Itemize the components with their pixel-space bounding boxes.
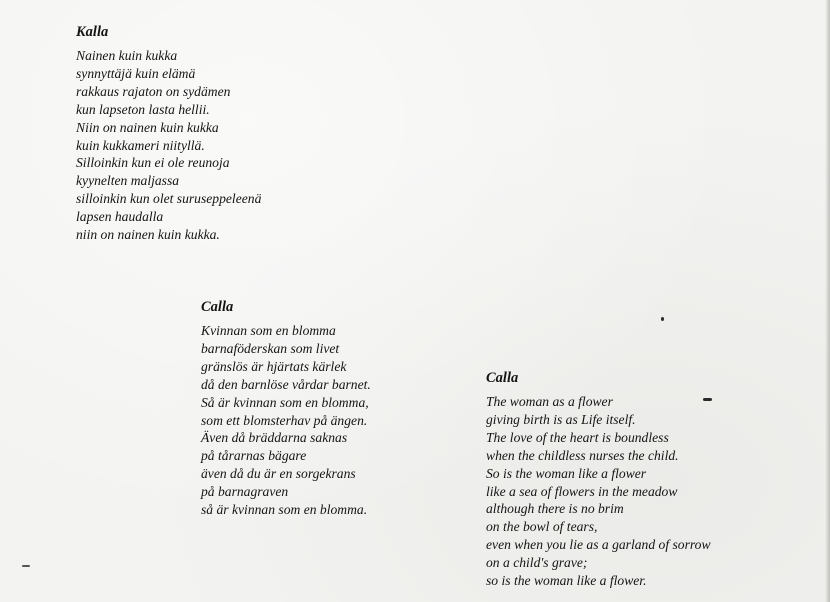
page-edge-shadow xyxy=(825,0,830,602)
poem-line: although there is no brim xyxy=(486,501,624,517)
poem-title: Calla xyxy=(201,299,234,315)
poem-line: giving birth is as Life itself. xyxy=(486,411,636,427)
poem-line: som ett blomsterhav på ängen. xyxy=(201,412,368,428)
poem-line: kun lapseton lasta hellii. xyxy=(76,101,210,117)
poem-line: synnyttäjä kuin elämä xyxy=(76,65,196,81)
poem-lines xyxy=(76,47,261,244)
poem-line: niin on nainen kuin kukka. xyxy=(76,227,220,243)
poem-swedish xyxy=(201,298,371,519)
poem-line: rakkaus rajaton on sydämen xyxy=(76,83,231,99)
poem-line: på barnagraven xyxy=(201,484,289,500)
poem-line: så är kvinnan som en blomma. xyxy=(201,502,368,518)
poem-line: on a child's grave; xyxy=(486,555,588,571)
poem-lines xyxy=(486,393,711,590)
poem-title: Kalla xyxy=(76,24,109,40)
poem-line: kyynelten maljassa xyxy=(76,173,180,189)
poem-line: Så är kvinnan som en blomma, xyxy=(201,394,369,410)
poem-line: även då du är en sorgekrans xyxy=(201,466,356,482)
poem-line: silloinkin kun olet suruseppeleenä xyxy=(76,191,262,207)
poem-finnish xyxy=(76,23,261,244)
poem-line: gränslös är hjärtats kärlek xyxy=(201,358,347,374)
poem-line: kuin kukkameri niityllä. xyxy=(76,137,205,153)
poem-line: So is the woman like a flower xyxy=(486,465,647,481)
poem-line: The woman as a flower xyxy=(486,394,613,409)
poem-line: even when you lie as a garland of sorrow xyxy=(486,537,711,553)
poem-line: so is the woman like a flower. xyxy=(486,573,647,589)
paper-speck xyxy=(22,565,30,567)
poem-line: på tårarnas bägare xyxy=(201,448,307,464)
poem-line: Niin on nainen kuin kukka xyxy=(76,119,219,135)
poem-lines xyxy=(201,322,371,519)
poem-line: då den barnlöse vårdar barnet. xyxy=(201,376,371,392)
poem-line: like a sea of flowers in the meadow xyxy=(486,483,678,499)
poem-line: on the bowl of tears, xyxy=(486,519,598,535)
poem-line: lapsen haudalla xyxy=(76,209,164,225)
paper-speck xyxy=(661,317,664,321)
poem-line: Även då bräddarna saknas xyxy=(201,430,348,446)
poem-line: Silloinkin kun ei ole reunoja xyxy=(76,155,230,171)
poem-line: The love of the heart is boundless xyxy=(486,429,669,445)
poem-line: barnaföderskan som livet xyxy=(201,340,340,356)
poem-english xyxy=(486,369,711,590)
poem-line: Nainen kuin kukka xyxy=(76,48,178,63)
poem-line: when the childless nurses the child. xyxy=(486,447,679,463)
poem-title: Calla xyxy=(486,370,519,386)
paper-speck xyxy=(703,398,712,401)
poem-line: Kvinnan som en blomma xyxy=(201,323,336,338)
